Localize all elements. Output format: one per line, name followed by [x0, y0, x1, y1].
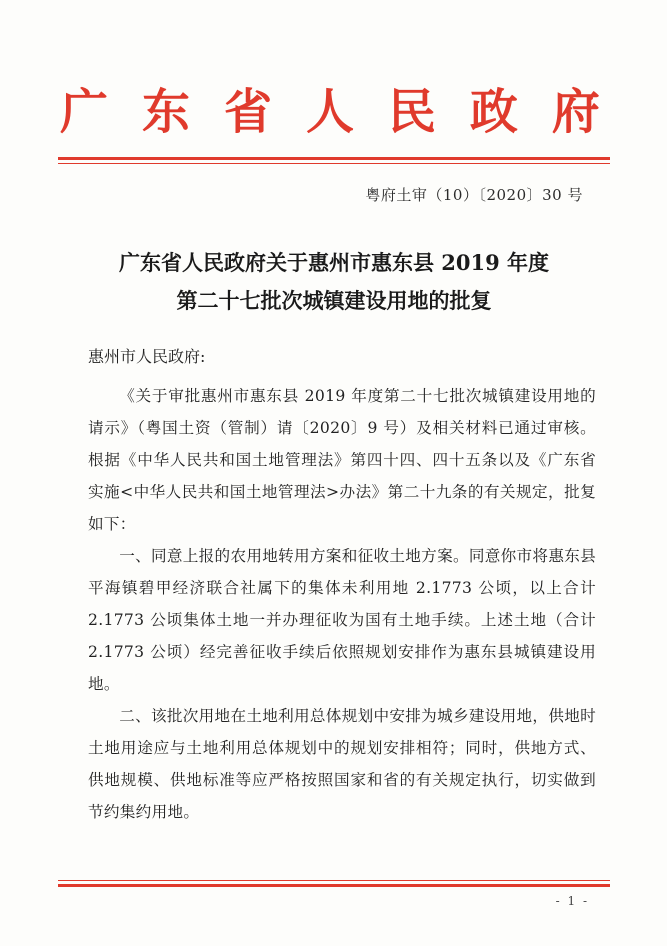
body-paragraph: 《关于审批惠州市惠东县 2019 年度第二十七批次城镇建设用地的请示》（粤国土资（管制）请〔2020〕9 号）及相关材料已通过审核。根据《中华人民共和国土地管理法》第四十四、四十五条以及《广东省实施<中华人民共和国土地管理法>办法》第二十九条的有关规定，批复如下： — [88, 387, 596, 533]
title-line-2: 第二十七批次城镇建设用地的批复 — [176, 288, 492, 313]
issuing-authority-header — [60, 84, 600, 140]
header-char: 政 — [469, 84, 518, 140]
header-char: 东 — [141, 84, 190, 140]
header-char: 民 — [387, 84, 436, 140]
header-char: 省 — [223, 84, 272, 140]
document-body — [88, 380, 596, 828]
header-char: 人 — [305, 84, 354, 140]
header-char: 广 — [60, 84, 109, 140]
header-divider-thick — [58, 157, 610, 160]
body-paragraph: 一、同意上报的农用地转用方案和征收土地方案。同意你市将惠东县平海镇碧甲经济联合社属下的集体未利用地 2.1773 公顷，以上合计 2.1773 公顷集体土地一并办理征收为国有土地手续。上述土地（合计 2.1773 公顷）经完善征收手续后依照规划安排作为惠东县城镇建设用地。 — [88, 547, 597, 693]
body-paragraph: 二、该批次用地在土地利用总体规划中安排为城乡建设用地，供地时土地用途应与土地利用总体规划中的规划安排相符；同时，供地方式、供地规模、供地标准等应严格按照国家和省的有关规定执行，切实做到节约集约用地。 — [88, 707, 597, 821]
header-char: 府 — [551, 84, 600, 140]
page-number: - 1 - — [555, 894, 589, 908]
document-number: 粤府土审（10）〔2020〕30 号 — [365, 186, 583, 204]
title-line-1: 广东省人民政府关于惠州市惠东县 2019 年度 — [118, 250, 550, 275]
addressee: 惠州市人民政府: — [88, 347, 206, 366]
document-title — [60, 244, 608, 320]
header-divider-thin — [58, 163, 610, 164]
footer-divider-thin — [58, 880, 610, 881]
footer-divider-thick — [58, 884, 610, 887]
